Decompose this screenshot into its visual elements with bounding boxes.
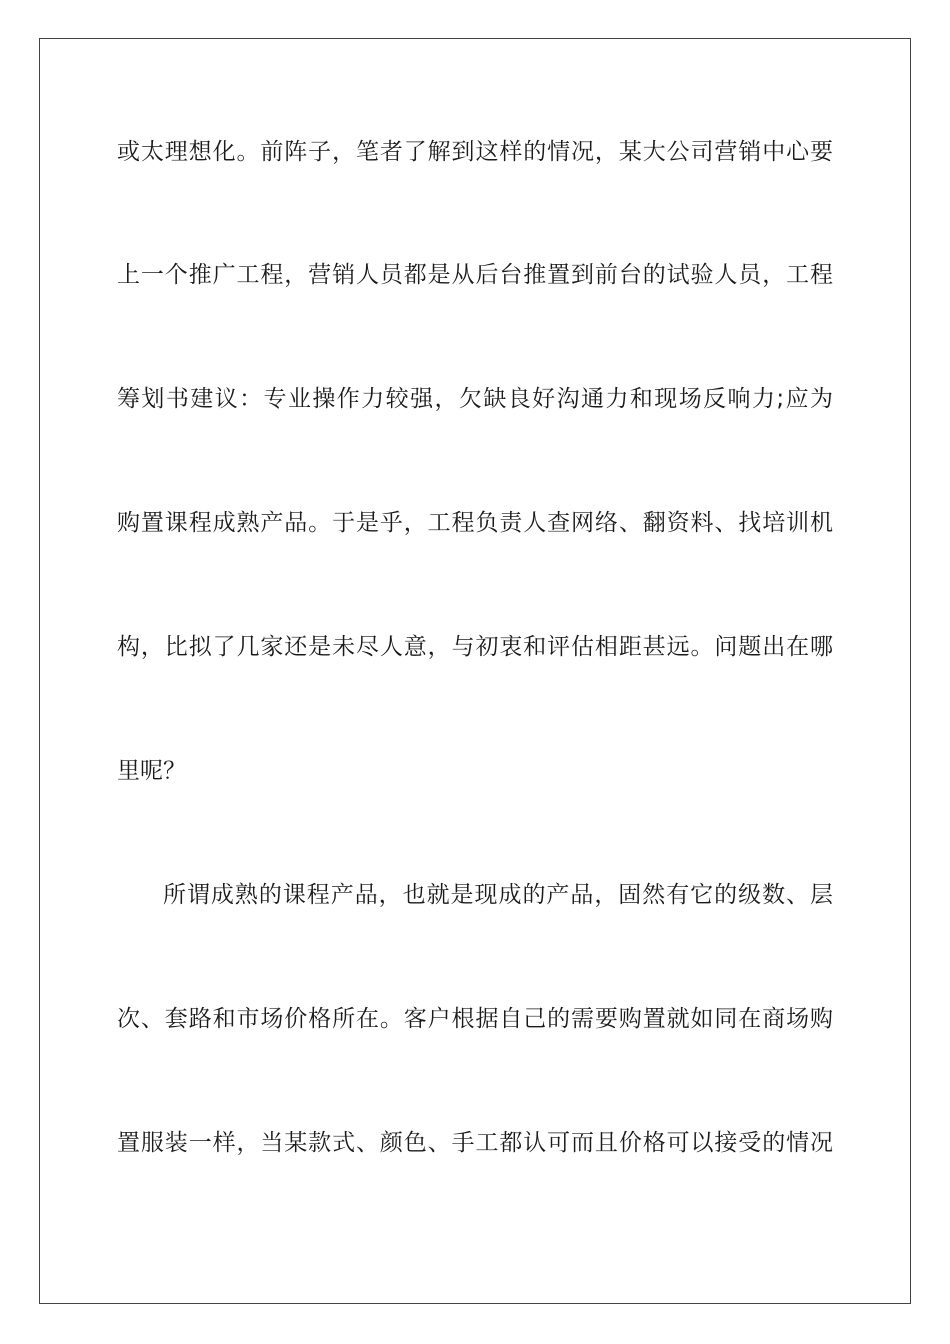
body-text-line: 里呢？	[117, 758, 186, 784]
body-text-line: 筹划书建议：专业操作力较强，欠缺良好沟通力和现场反响力;应为	[117, 386, 833, 412]
body-text-line: 构，比拟了几家还是未尽人意，与初衷和评估相距甚远。问题出在哪	[117, 634, 833, 660]
body-text-line: 上一个推广工程，营销人员都是从后台推置到前台的试验人员，工程	[117, 262, 833, 288]
body-text-line: 购置课程成熟产品。于是乎，工程负责人查网络、翻资料、找培训机	[117, 510, 833, 536]
body-text-line: 置服装一样，当某款式、颜色、手工都认可而且价格可以接受的情况	[117, 1130, 833, 1156]
body-text-line: 所谓成熟的课程产品，也就是现成的产品，固然有它的级数、层	[163, 882, 833, 908]
body-text-line: 次、套路和市场价格所在。客户根据自己的需要购置就如同在商场购	[117, 1006, 833, 1032]
page-frame	[39, 38, 911, 1304]
body-text-line: 或太理想化。前阵子，笔者了解到这样的情况，某大公司营销中心要	[117, 139, 833, 165]
